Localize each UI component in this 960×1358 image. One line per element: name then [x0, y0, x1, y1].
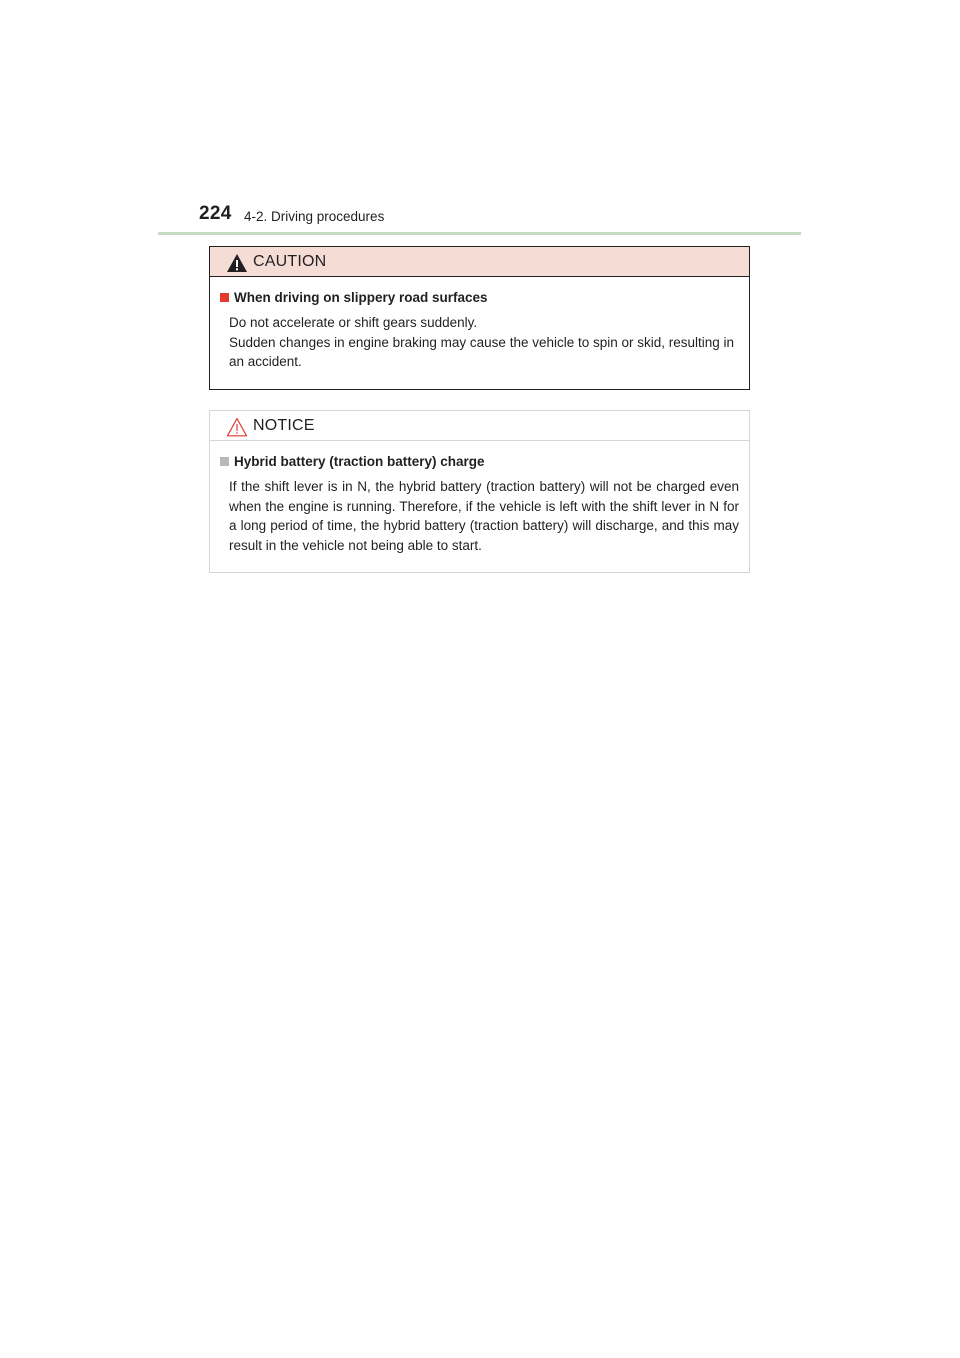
square-bullet-icon: [220, 293, 229, 302]
notice-item-text: [229, 477, 739, 555]
notice-item-title: [220, 454, 739, 469]
section-title: 4-2. Driving procedures: [244, 209, 385, 224]
page-number: 224: [199, 203, 232, 224]
caution-paragraph: Do not accelerate or shift gears suddenly.: [229, 315, 478, 330]
caution-header: [210, 247, 749, 277]
notice-label: NOTICE: [253, 417, 315, 434]
caution-body: [210, 277, 749, 372]
caution-item-title-text: When driving on slippery road surfaces: [234, 290, 488, 305]
notice-body: [210, 441, 749, 555]
caution-item-title: [220, 290, 739, 305]
notice-header: [210, 411, 749, 441]
square-bullet-icon: [220, 457, 229, 466]
notice-item-title-text: Hybrid battery (traction battery) charge: [234, 454, 485, 469]
caution-label: CAUTION: [253, 253, 327, 270]
warning-icon: [226, 253, 248, 273]
caution-paragraph: Sudden changes in engine braking may cause the vehicle to spin or skid, resulting in an accident.: [229, 334, 735, 369]
header-divider: [158, 232, 801, 235]
page-header: [199, 203, 799, 233]
caution-box: [209, 246, 750, 390]
notice-paragraph: If the shift lever is in N, the hybrid battery (traction battery) will not be charged even when the engine is running. Therefore, if the vehicle is left with the shift lever in N for a long period of time, the hybrid battery (traction battery) will discharge, and this may result in the vehicle not being able to start.: [229, 479, 739, 553]
notice-warning-icon: [226, 417, 248, 437]
caution-item-text: [229, 313, 739, 372]
notice-box: [209, 410, 750, 573]
